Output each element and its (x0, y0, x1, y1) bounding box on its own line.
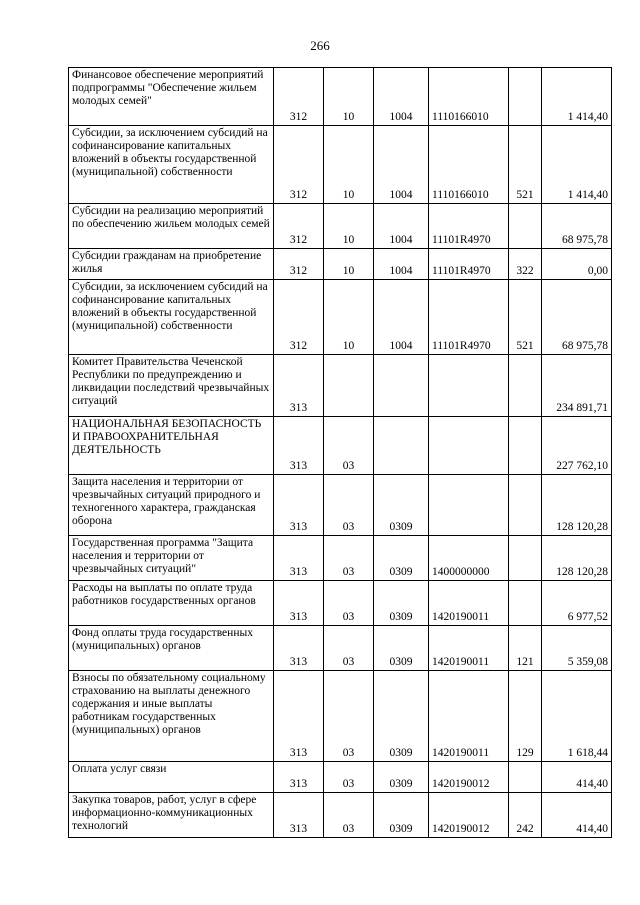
row-amount: 68 975,78 (542, 280, 612, 355)
row-subsection: 0309 (374, 475, 429, 536)
row-kind: 322 (509, 249, 542, 280)
row-section: 10 (324, 68, 374, 126)
row-section: 10 (324, 204, 374, 249)
row-ministry: 313 (274, 475, 324, 536)
table-row (69, 204, 612, 249)
row-target: 11101R4970 (429, 204, 509, 249)
row-ministry: 313 (274, 417, 324, 475)
row-section: 10 (324, 249, 374, 280)
row-subsection: 1004 (374, 126, 429, 204)
table-row (69, 581, 612, 626)
row-amount: 6 977,52 (542, 581, 612, 626)
row-subsection: 0309 (374, 626, 429, 671)
row-subsection (374, 355, 429, 417)
row-name: Субсидии на реализацию мероприятий по обеспечению жильем молодых семей (69, 204, 274, 249)
table-row (69, 793, 612, 838)
table-row (69, 536, 612, 581)
row-name: Субсидии гражданам на приобретение жилья (69, 249, 274, 280)
table-row (69, 68, 612, 126)
row-subsection: 0309 (374, 793, 429, 838)
table-row (69, 355, 612, 417)
row-kind (509, 68, 542, 126)
row-section: 03 (324, 536, 374, 581)
row-section: 10 (324, 280, 374, 355)
budget-table (68, 67, 612, 838)
row-target: 1420190012 (429, 762, 509, 793)
row-amount: 234 891,71 (542, 355, 612, 417)
row-section: 03 (324, 762, 374, 793)
table-row (69, 626, 612, 671)
row-section: 03 (324, 793, 374, 838)
row-name: Взносы по обязательному социальному страхованию на выплаты денежного содержания и иные выплаты работникам государственных (муниципальных) органов (69, 671, 274, 762)
row-name: Субсидии, за исключением субсидий на софинансирование капитальных вложений в объекты государственной (муниципальной) собственности (69, 126, 274, 204)
row-subsection: 1004 (374, 280, 429, 355)
row-ministry: 312 (274, 126, 324, 204)
row-section: 03 (324, 581, 374, 626)
row-name: Оплата услуг связи (69, 762, 274, 793)
row-subsection (374, 417, 429, 475)
row-target: 11101R4970 (429, 280, 509, 355)
row-name: Защита населения и территории от чрезвычайных ситуаций природного и техногенного характера, гражданская оборона (69, 475, 274, 536)
row-subsection: 0309 (374, 671, 429, 762)
row-target: 1420190012 (429, 793, 509, 838)
row-ministry: 313 (274, 626, 324, 671)
row-subsection: 1004 (374, 204, 429, 249)
row-target (429, 475, 509, 536)
row-target: 1110166010 (429, 126, 509, 204)
row-amount: 1 618,44 (542, 671, 612, 762)
row-ministry: 312 (274, 68, 324, 126)
row-kind (509, 204, 542, 249)
row-section (324, 355, 374, 417)
row-amount: 0,00 (542, 249, 612, 280)
row-ministry: 313 (274, 793, 324, 838)
row-name: Расходы на выплаты по оплате труда работников государственных органов (69, 581, 274, 626)
row-name: Субсидии, за исключением субсидий на софинансирование капитальных вложений в объекты государственной (муниципальной) собственности (69, 280, 274, 355)
row-amount: 227 762,10 (542, 417, 612, 475)
row-ministry: 312 (274, 249, 324, 280)
row-target (429, 355, 509, 417)
row-ministry: 313 (274, 536, 324, 581)
table-row (69, 126, 612, 204)
row-section: 03 (324, 626, 374, 671)
row-subsection: 1004 (374, 249, 429, 280)
row-target: 1420190011 (429, 626, 509, 671)
row-kind (509, 475, 542, 536)
row-kind: 129 (509, 671, 542, 762)
row-name: НАЦИОНАЛЬНАЯ БЕЗОПАСНОСТЬ И ПРАВООХРАНИТЕЛЬНАЯ ДЕЯТЕЛЬНОСТЬ (69, 417, 274, 475)
row-section: 03 (324, 475, 374, 536)
row-kind: 521 (509, 280, 542, 355)
row-amount: 414,40 (542, 762, 612, 793)
row-ministry: 313 (274, 581, 324, 626)
row-subsection: 0309 (374, 581, 429, 626)
row-subsection: 0309 (374, 762, 429, 793)
row-kind (509, 417, 542, 475)
row-name: Фонд оплаты труда государственных (муниципальных) органов (69, 626, 274, 671)
row-kind (509, 355, 542, 417)
row-target: 1420190011 (429, 671, 509, 762)
row-kind: 242 (509, 793, 542, 838)
row-kind: 121 (509, 626, 542, 671)
row-amount: 128 120,28 (542, 475, 612, 536)
row-section: 03 (324, 671, 374, 762)
row-amount: 414,40 (542, 793, 612, 838)
row-kind (509, 581, 542, 626)
row-name: Государственная программа "Защита населения и территории от чрезвычайных ситуаций" (69, 536, 274, 581)
page-number: 266 (310, 38, 330, 53)
row-kind (509, 762, 542, 793)
table-row (69, 249, 612, 280)
row-ministry: 312 (274, 204, 324, 249)
row-target: 1400000000 (429, 536, 509, 581)
row-ministry: 313 (274, 671, 324, 762)
table-row (69, 671, 612, 762)
row-section: 10 (324, 126, 374, 204)
row-subsection: 0309 (374, 536, 429, 581)
table-row (69, 475, 612, 536)
row-subsection: 1004 (374, 68, 429, 126)
row-section: 03 (324, 417, 374, 475)
row-amount: 128 120,28 (542, 536, 612, 581)
row-target: 11101R4970 (429, 249, 509, 280)
table-row (69, 280, 612, 355)
row-amount: 1 414,40 (542, 126, 612, 204)
row-ministry: 313 (274, 355, 324, 417)
row-ministry: 312 (274, 280, 324, 355)
row-kind (509, 536, 542, 581)
row-target: 1110166010 (429, 68, 509, 126)
row-amount: 1 414,40 (542, 68, 612, 126)
row-name: Закупка товаров, работ, услуг в сфере информационно-коммуникационных технологий (69, 793, 274, 838)
row-ministry: 313 (274, 762, 324, 793)
row-target (429, 417, 509, 475)
row-target: 1420190011 (429, 581, 509, 626)
row-amount: 5 359,08 (542, 626, 612, 671)
table-row (69, 417, 612, 475)
table-row (69, 762, 612, 793)
row-kind: 521 (509, 126, 542, 204)
row-amount: 68 975,78 (542, 204, 612, 249)
row-name: Комитет Правительства Чеченской Республики по предупреждению и ликвидации последствий чрезвычайных ситуаций (69, 355, 274, 417)
row-name: Финансовое обеспечение мероприятий подпрограммы "Обеспечение жильем молодых семей" (69, 68, 274, 126)
